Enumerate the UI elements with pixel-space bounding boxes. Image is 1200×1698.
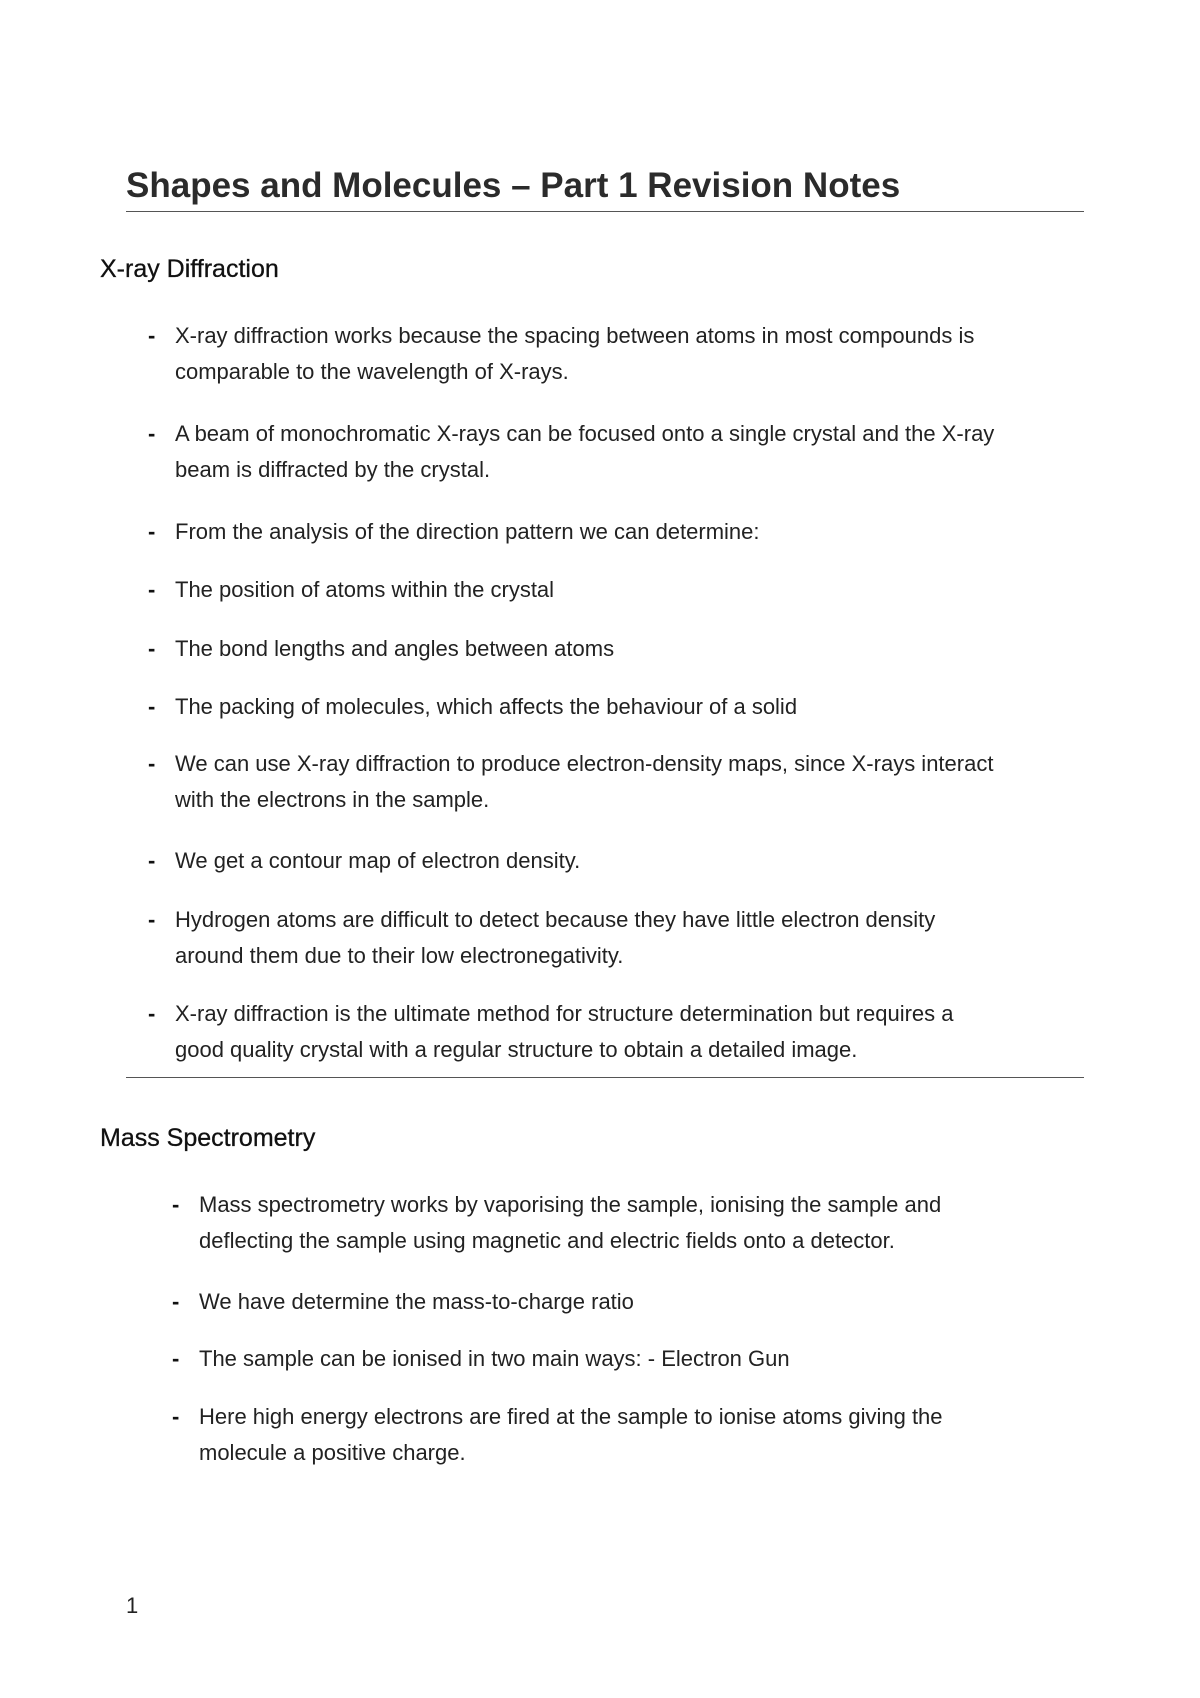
bullet-line: From the analysis of the direction pattern we can determine: [175, 519, 760, 544]
bullet-line: Here high energy electrons are fired at the sample to ionise atoms giving the [199, 1404, 943, 1429]
bullet-line: around them due to their low electronegativity. [175, 943, 624, 968]
list-item [148, 572, 1088, 608]
bullet-line: beam is diffracted by the crystal. [175, 457, 491, 482]
bullet-dash: - [148, 323, 156, 348]
section-divider-rule [126, 1077, 1084, 1078]
bullet-line: comparable to the wavelength of X-rays. [175, 359, 569, 384]
bullet-dash: - [148, 694, 156, 719]
list-item [148, 514, 1088, 550]
bullet-line: with the electrons in the sample. [175, 787, 490, 812]
bullet-dash: - [148, 519, 156, 544]
bullet-line: The position of atoms within the crystal [175, 577, 555, 602]
list-item [172, 1284, 1092, 1320]
list-item [148, 843, 1088, 879]
bullet-dash: - [148, 1001, 156, 1026]
list-item [172, 1187, 1092, 1259]
bullet-dash: - [148, 636, 156, 661]
list-item [148, 416, 1088, 488]
bullet-line: Mass spectrometry works by vaporising the sample, ionising the sample and [199, 1192, 942, 1217]
bullet-dash: - [148, 907, 156, 932]
list-item [172, 1341, 1092, 1377]
list-item [148, 996, 1088, 1068]
list-item [148, 746, 1088, 818]
list-item [148, 631, 1088, 667]
bullet-line: We have determine the mass-to-charge ratio [199, 1289, 634, 1314]
page-number: 1 [126, 1593, 139, 1618]
bullet-dash: - [172, 1289, 180, 1314]
list-item [148, 689, 1088, 725]
bullet-line: We can use X-ray diffraction to produce electron-density maps, since X-rays interact [175, 751, 994, 776]
bullet-dash: - [172, 1192, 180, 1217]
bullet-line: good quality crystal with a regular structure to obtain a detailed image. [175, 1037, 858, 1062]
list-item [148, 318, 1088, 390]
bullet-line: A beam of monochromatic X-rays can be focused onto a single crystal and the X-ray [175, 421, 995, 446]
list-item [148, 902, 1088, 974]
bullet-line: X-ray diffraction is the ultimate method for structure determination but requires a [175, 1001, 954, 1026]
bullet-dash: - [148, 751, 156, 776]
title-underline-rule [126, 211, 1084, 212]
bullet-dash: - [148, 848, 156, 873]
page-title: Shapes and Molecules – Part 1 Revision Notes [126, 166, 901, 205]
bullet-dash: - [172, 1346, 180, 1371]
bullet-dash: - [172, 1404, 180, 1429]
section-heading-mass-spectrometry: Mass Spectrometry [100, 1124, 316, 1152]
bullet-line: The sample can be ionised in two main ways: - Electron Gun [199, 1346, 790, 1371]
bullet-line: deflecting the sample using magnetic and electric fields onto a detector. [199, 1228, 895, 1253]
bullet-line: We get a contour map of electron density. [175, 848, 581, 873]
bullet-line: X-ray diffraction works because the spacing between atoms in most compounds is [175, 323, 975, 348]
bullet-line: Hydrogen atoms are difficult to detect because they have little electron density [175, 907, 936, 932]
bullet-line: The bond lengths and angles between atoms [175, 636, 615, 661]
section-heading-xray-diffraction: X-ray Diffraction [100, 255, 279, 283]
list-item [172, 1399, 1092, 1471]
bullet-dash: - [148, 421, 156, 446]
bullet-line: molecule a positive charge. [199, 1440, 466, 1465]
bullet-line: The packing of molecules, which affects the behaviour of a solid [175, 694, 798, 719]
bullet-dash: - [148, 577, 156, 602]
